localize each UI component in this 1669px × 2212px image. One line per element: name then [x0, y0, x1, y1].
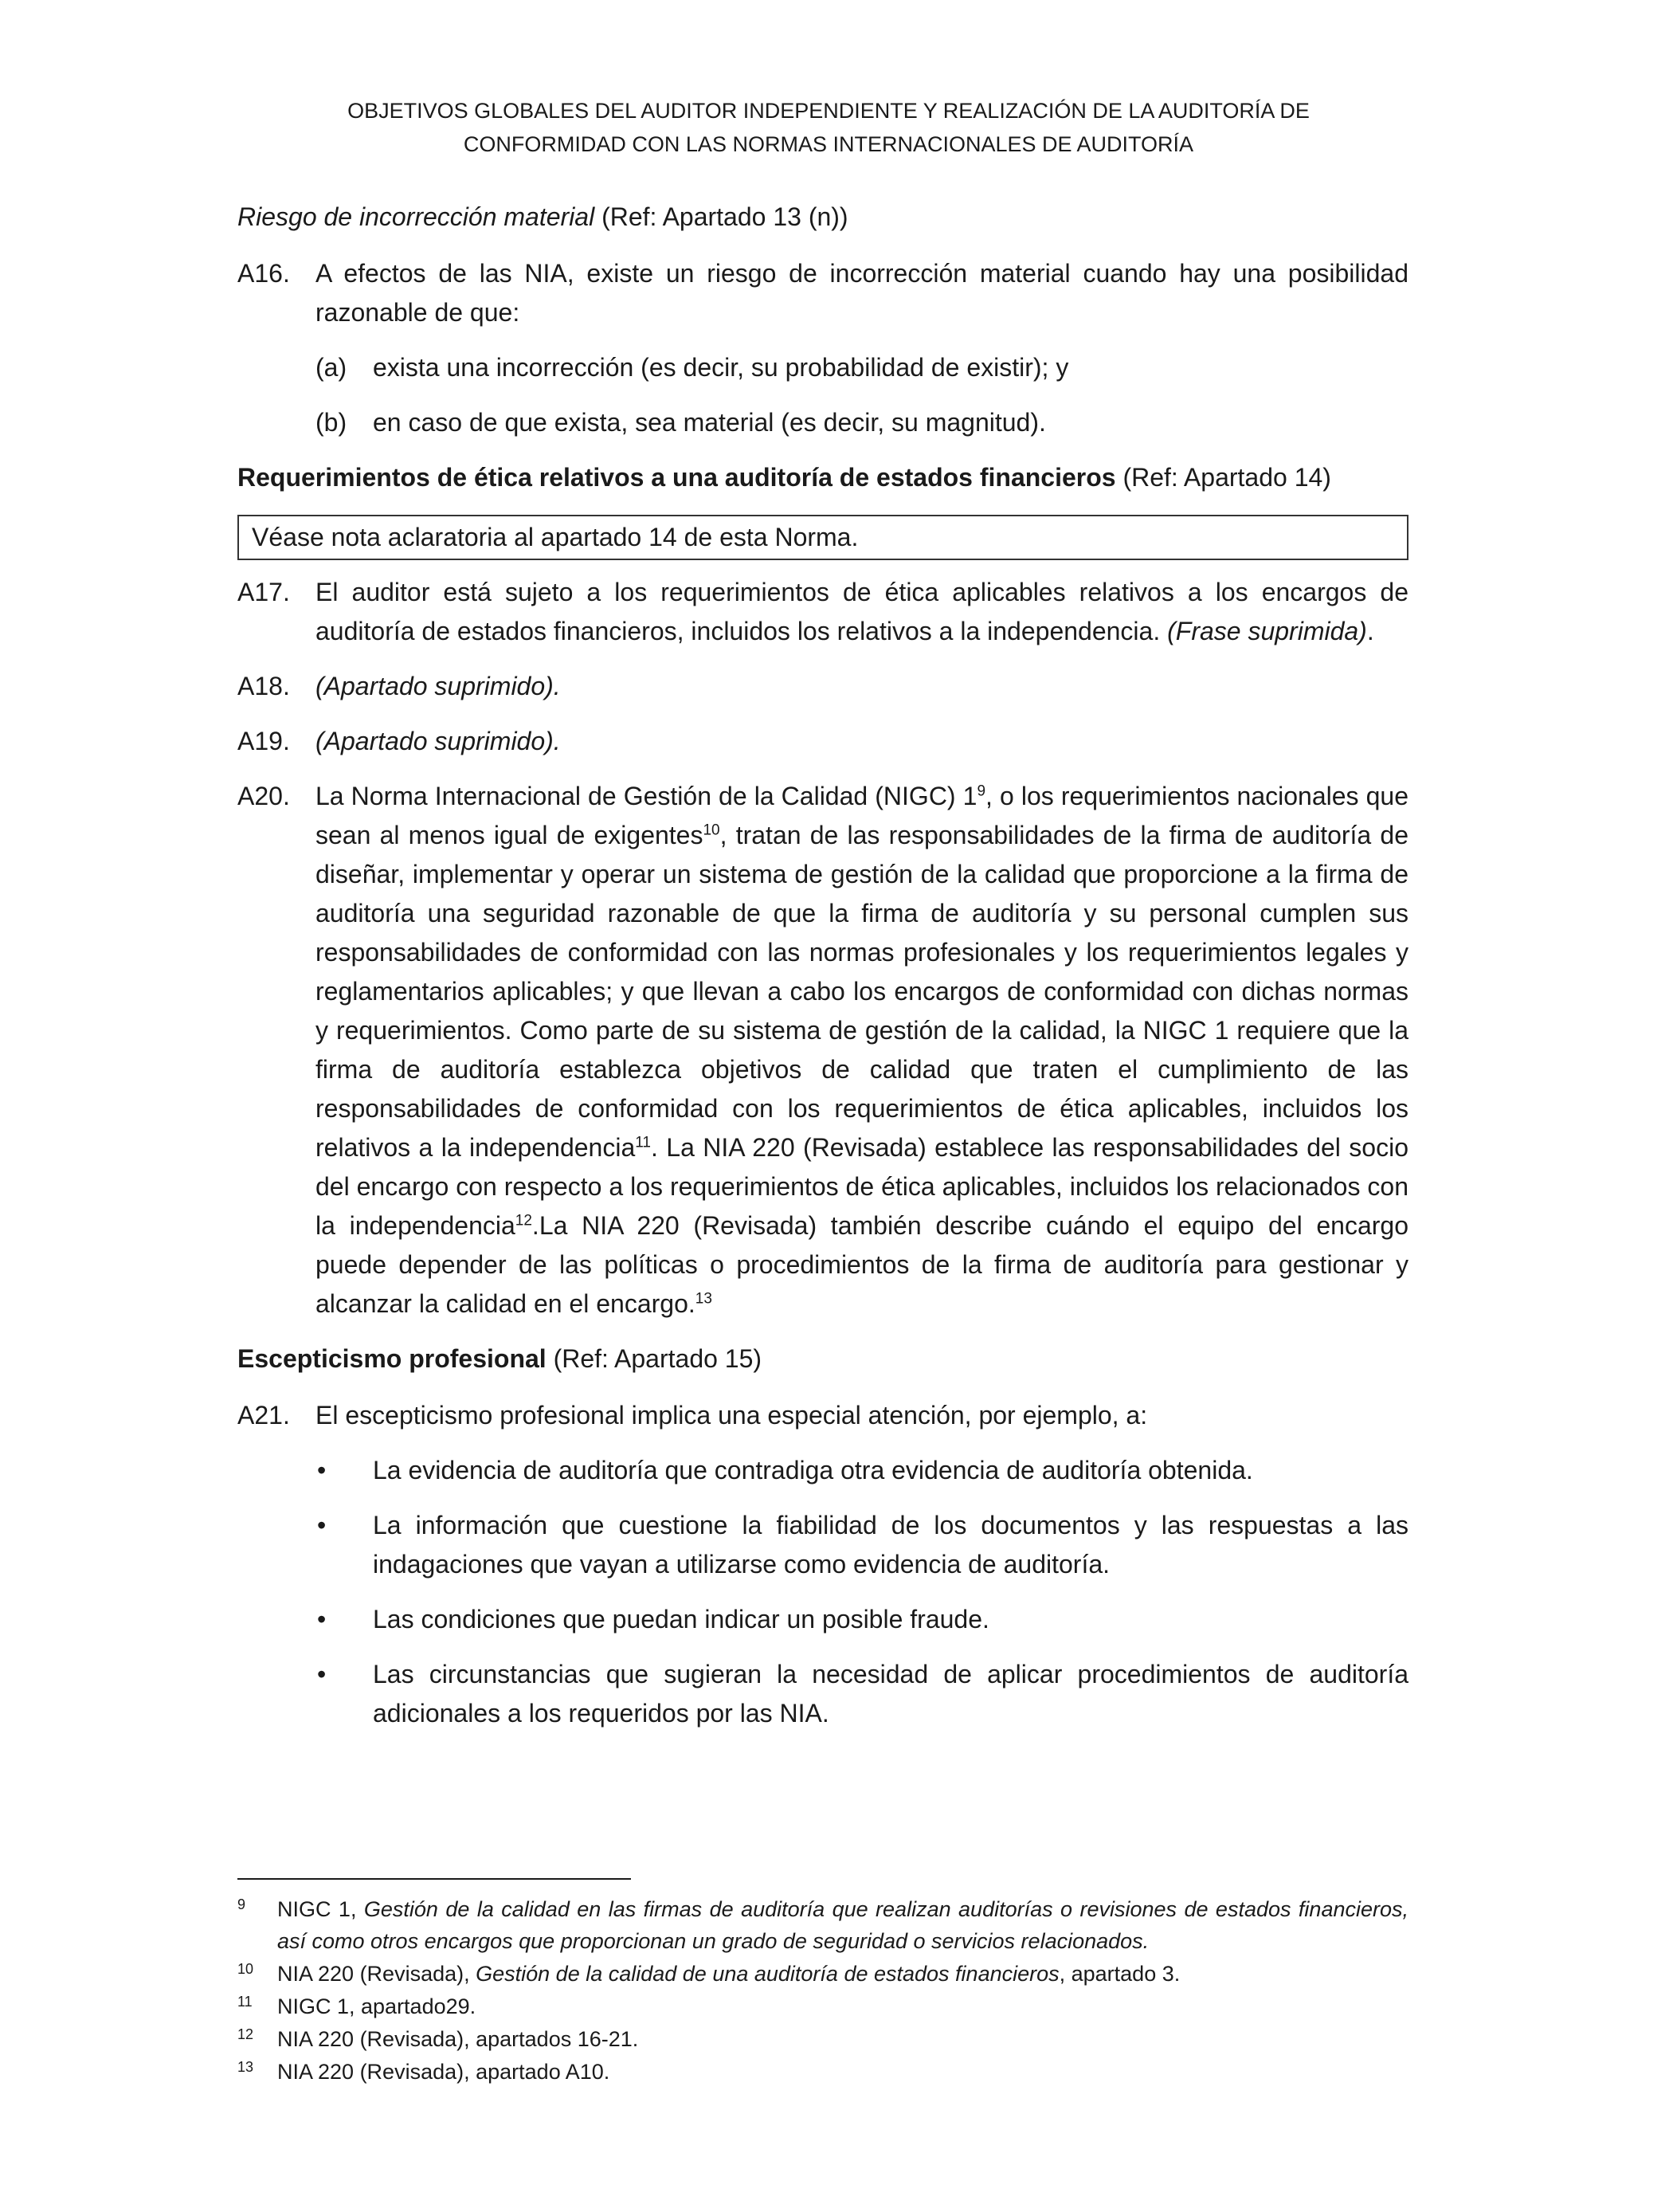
paragraph-number: A21. — [237, 1401, 290, 1430]
item-text: en caso de que exista, sea material (es decir, su magnitud). — [373, 408, 1046, 437]
paragraph-a16 — [237, 254, 1408, 332]
paragraph-text: (Apartado suprimido). — [315, 727, 561, 755]
paragraph-text: . La NIA 220 (Revisada) establece las responsabilidades del socio del encargo con respecto a los requerimientos de ética aplicables, incluidos los relacionados con la independencia — [315, 1133, 1409, 1240]
footnote-ref-12[interactable]: 12 — [515, 1212, 532, 1230]
footnote-text: NIA 220 (Revisada), apartados 16-21. — [277, 2027, 639, 2051]
paragraph-a21 — [237, 1396, 1408, 1435]
paragraph-text: , o los requerimientos nacionales que sean al menos igual de exigentes — [315, 782, 1409, 849]
footnote-12 — [237, 2023, 1408, 2055]
footnote-ref-13[interactable]: 13 — [695, 1290, 712, 1308]
paragraph-text: (Apartado suprimido). — [315, 672, 561, 700]
paragraph-number: A16. — [237, 259, 290, 288]
footnote-text: NIA 220 (Revisada), apartado A10. — [277, 2060, 610, 2084]
footnote-10 — [237, 1958, 1408, 1990]
footnote-separator — [237, 1878, 631, 1880]
page-header — [239, 94, 1418, 161]
bullet-text: Las condiciones que puedan indicar un posible fraude. — [373, 1605, 989, 1634]
paragraph-a20 — [237, 777, 1408, 1324]
section-ref: (Ref: Apartado 14) — [1115, 463, 1331, 492]
paragraph-end: . — [1366, 617, 1374, 645]
paragraph-text: .La NIA 220 (Revisada) también describe cuándo el equipo del encargo puede depender de las políticas o procedimientos de la firma de auditoría para gestionar y alcanzar la calidad en el encargo. — [315, 1211, 1409, 1318]
footnote-title: Gestión de la calidad en las firmas de auditoría que realizan auditorías o revisiones de estados financieros, así como otros encargos que proporcionan un grado de seguridad o servicios relacionados. — [277, 1897, 1408, 1953]
paragraph-number: A19. — [237, 727, 290, 755]
footnotes — [237, 1893, 1408, 2088]
bullet-icon: • — [317, 1605, 327, 1634]
paragraph-a19 — [237, 722, 1408, 761]
item-text: exista una incorrección (es decir, su probabilidad de existir); y — [373, 353, 1069, 382]
paragraph-text: El escepticismo profesional implica una especial atención, por ejemplo, a: — [315, 1401, 1148, 1430]
list-item-a — [237, 348, 1408, 387]
footnote-mark: 13 — [237, 2059, 254, 2075]
item-label: (b) — [315, 408, 347, 437]
paragraph-italic: (Frase suprimida) — [1167, 617, 1367, 645]
section-heading-riesgo — [237, 198, 1408, 237]
footnote-text: NIGC 1, — [277, 1897, 364, 1921]
footnote-title: Gestión de la calidad de una auditoría de estados financieros — [476, 1962, 1060, 1986]
paragraph-a17 — [237, 573, 1408, 651]
bullet-icon: • — [317, 1511, 327, 1539]
section-ref: (Ref: Apartado 13 (n)) — [594, 202, 848, 231]
paragraph-text: El auditor está sujeto a los requerimientos de ética aplicables relativos a los encargos de auditoría de estados financieros, incluidos los relativos a la independencia. — [315, 578, 1408, 645]
section-title: Riesgo de incorrección material — [237, 202, 595, 231]
paragraph-text: La Norma Internacional de Gestión de la Calidad (NIGC) 1 — [315, 782, 978, 810]
footnote-mark: 9 — [237, 1896, 246, 1912]
paragraph-number: A18. — [237, 672, 290, 700]
paragraph-text: A efectos de las NIA, existe un riesgo de incorrección material cuando hay una posibilidad razonable de que: — [315, 259, 1408, 327]
list-item-b — [237, 403, 1408, 442]
paragraph-number: A20. — [237, 782, 290, 810]
document-body — [237, 198, 1408, 1749]
bullet-item — [237, 1506, 1408, 1584]
header-line-1: OBJETIVOS GLOBALES DEL AUDITOR INDEPENDIENTE Y REALIZACIÓN DE LA AUDITORÍA DE — [347, 99, 1310, 123]
bullet-icon: • — [317, 1456, 327, 1484]
bullet-text: Las circunstancias que sugieran la necesidad de aplicar procedimientos de auditoría adicionales a los requeridos por las NIA. — [373, 1660, 1408, 1728]
footnote-13 — [237, 2056, 1408, 2088]
paragraph-a18 — [237, 667, 1408, 706]
item-label: (a) — [315, 353, 347, 382]
footnote-mark: 10 — [237, 1961, 254, 1977]
bullet-icon: • — [317, 1660, 327, 1688]
footnote-text: NIGC 1, apartado29. — [277, 1994, 476, 2018]
bullet-item — [237, 1600, 1408, 1639]
footnote-ref-9[interactable]: 9 — [977, 782, 986, 800]
footnote-9 — [237, 1893, 1408, 1957]
bullet-text: La información que cuestione la fiabilidad de los documentos y las respuestas a las indagaciones que vayan a utilizarse como evidencia de auditoría. — [373, 1511, 1408, 1579]
section-ref: (Ref: Apartado 15) — [546, 1344, 762, 1373]
header-line-2: CONFORMIDAD CON LAS NORMAS INTERNACIONALES DE AUDITORÍA — [463, 132, 1194, 156]
note-box — [237, 515, 1408, 560]
section-title: Escepticismo profesional — [237, 1344, 547, 1373]
bullet-text: La evidencia de auditoría que contradiga otra evidencia de auditoría obtenida. — [373, 1456, 1253, 1484]
section-heading-etica — [237, 458, 1408, 497]
bullet-item — [237, 1451, 1408, 1490]
paragraph-text: , tratan de las responsabilidades de la firma de auditoría de diseñar, implementar y operar un sistema de gestión de la calidad que proporcione a la firma de auditoría una seguridad razonable de que la firma de auditoría y su personal cumplen sus responsabilidades de conformidad con las normas profesionales y los requerimientos legales y reglamentarios aplicables; y que llevan a cabo los encargos de conformidad con dichas normas y requerimientos. Como parte de su sistema de gestión de la calidad, la NIGC 1 requiere que la firma de auditoría establezca objetivos de calidad que traten el cumplimiento de las responsabilidades de conformidad con los requerimientos de ética aplicables, incluidos los relativos a la independencia — [315, 821, 1409, 1162]
footnote-text: NIA 220 (Revisada), — [277, 1962, 476, 1986]
footnote-ref-11[interactable]: 11 — [635, 1134, 651, 1151]
bullet-item — [237, 1655, 1408, 1733]
footnote-mark: 11 — [237, 1994, 253, 2010]
footnote-11 — [237, 1990, 1408, 2022]
footnote-text: , apartado 3. — [1059, 1962, 1181, 1986]
paragraph-number: A17. — [237, 578, 290, 606]
footnote-mark: 12 — [237, 2026, 254, 2042]
section-heading-escepticismo — [237, 1339, 1408, 1379]
footnote-ref-10[interactable]: 10 — [703, 822, 720, 839]
note-text: Véase nota aclaratoria al apartado 14 de esta Norma. — [252, 523, 859, 551]
section-title: Requerimientos de ética relativos a una auditoría de estados financieros — [237, 463, 1116, 492]
